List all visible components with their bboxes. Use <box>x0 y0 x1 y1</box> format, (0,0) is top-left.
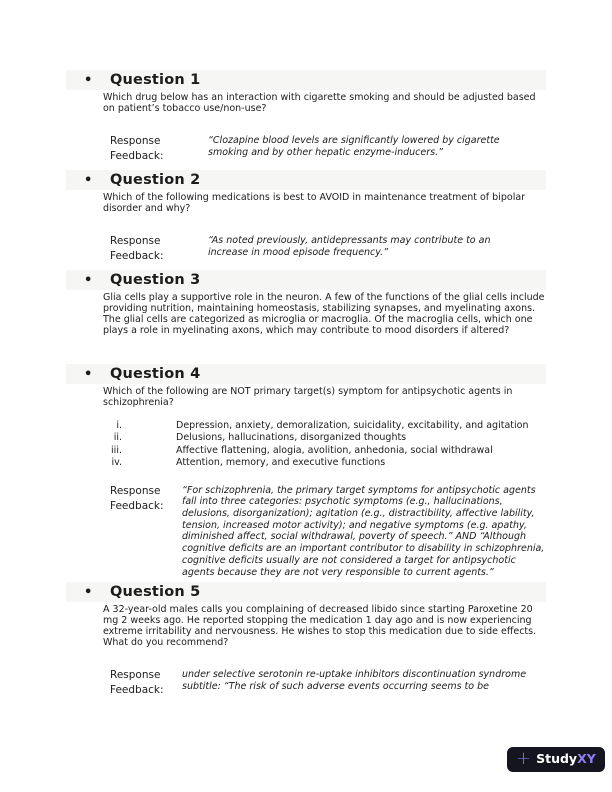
question-block-5 <box>66 582 546 698</box>
question-3-title: Question 3 <box>110 272 201 288</box>
question-2-heading <box>66 170 546 190</box>
response-feedback-label: Response Feedback: <box>110 235 164 262</box>
bullet-icon: • <box>84 272 93 288</box>
bullet-icon: • <box>84 172 93 188</box>
answer-option-iii <box>66 445 546 457</box>
question-block-3 <box>66 270 546 336</box>
answer-option-i <box>66 420 546 432</box>
question-3-heading <box>66 270 546 290</box>
question-5-title: Question 5 <box>110 584 201 601</box>
logo-xy-text: XY <box>577 751 596 767</box>
question-2-text: Which of the following medications is best to AVOID in maintenance treatment of bipolar disorder and why? <box>103 192 526 214</box>
question-block-2 <box>66 170 546 264</box>
bullet-icon: • <box>84 366 93 382</box>
question-1-heading <box>66 70 546 90</box>
question-5-feedback-text: under selective serotonin re-uptake inhibitors discontinuation syndrome subtitle: “The risk of such adverse events occurring seems to be <box>182 669 527 692</box>
question-4-feedback-row <box>110 484 546 579</box>
answer-option-iv <box>66 457 546 469</box>
option-text: Attention, memory, and executive functions <box>176 457 386 469</box>
option-numeral: iv. <box>111 457 122 469</box>
response-feedback-label: Response Feedback: <box>110 669 164 697</box>
question-4-title: Question 4 <box>110 366 201 382</box>
question-2-title: Question 2 <box>110 172 201 188</box>
bullet-icon: • <box>84 584 93 600</box>
question-1-text: Which drug below has an interaction with cigarette smoking and should be adjusted based on patient’s tobacco use/non-use? <box>103 92 536 114</box>
question-5-feedback-row <box>110 668 546 698</box>
response-feedback-label: Response Feedback: <box>110 484 164 512</box>
question-4-feedback-text: “For schizophrenia, the primary target symptoms for antipsychotic agents fall into three categories: psychotic symptoms (e.g., hallucinations, delusions, disorganization); agitation (e.g., distractibility, affective lability, tension, increased motor activity); and negative symptoms (e.g. apathy, diminished affect, social withdrawal, poverty of speech.” AND “Although cognitive deficits are an important contributor to disability in schizophrenia, cognitive deficits usually are not considered a target for antipsychotic agents because they are not very responsible to current agents.” <box>182 484 545 578</box>
question-2-feedback-text: “As noted previously, antidepressants may contribute to an increase in mood episode frequency.” <box>208 235 491 258</box>
answer-options-list <box>66 420 546 470</box>
option-text: Affective flattening, alogia, avolition, anhedonia, social withdrawal <box>176 444 493 456</box>
option-numeral: iii. <box>111 444 122 456</box>
plus-icon: + <box>516 747 532 769</box>
bullet-icon: • <box>84 72 93 88</box>
option-text: Delusions, hallucinations, disorganized thoughts <box>176 432 407 444</box>
question-2-feedback-row <box>110 234 546 264</box>
question-4-heading <box>66 364 546 384</box>
option-numeral: ii. <box>113 432 122 444</box>
document-content <box>66 70 546 704</box>
option-numeral: i. <box>116 420 122 431</box>
question-block-1 <box>66 70 546 164</box>
studyxy-logo-text <box>536 753 596 766</box>
question-1-title: Question 1 <box>110 72 201 88</box>
question-3-text: Glia cells play a supportive role in the neuron. A few of the functions of the glial cells include providing nutrition, maintaining homeostasis, stabilizing synapses, and myelinating axons. The glial cells are categorized as microglia or macroglia. Of the macroglia cells, which one plays a role in myelinating axons, which may contribute to mood disorders if altered? <box>103 292 545 336</box>
question-1-feedback-row <box>110 134 546 164</box>
question-5-text: A 32-year-old males calls you complaining of decreased libido since starting Paroxetine 20 mg 2 weeks ago. He reported stopping the medication 1 day ago and is now experiencing extreme irritability and nervousness. He wishes to stop this medication due to side effects. What do you recommend? <box>103 604 537 649</box>
logo-study-text: Study <box>536 751 578 767</box>
question-block-4 <box>66 364 546 578</box>
answer-option-ii <box>66 432 546 444</box>
option-text: Depression, anxiety, demoralization, suicidality, excitability, and agitation <box>176 420 529 431</box>
question-1-feedback-text: “Clozapine blood levels are significantly lowered by cigarette smoking and by other hepatic enzyme-inducers.” <box>208 135 500 158</box>
question-5-heading <box>66 582 546 602</box>
response-feedback-label: Response Feedback: <box>110 135 164 162</box>
studyxy-logo <box>507 747 605 772</box>
question-4-text: Which of the following are NOT primary target(s) symptom for antipsychotic agents in schizophrenia? <box>103 386 513 408</box>
